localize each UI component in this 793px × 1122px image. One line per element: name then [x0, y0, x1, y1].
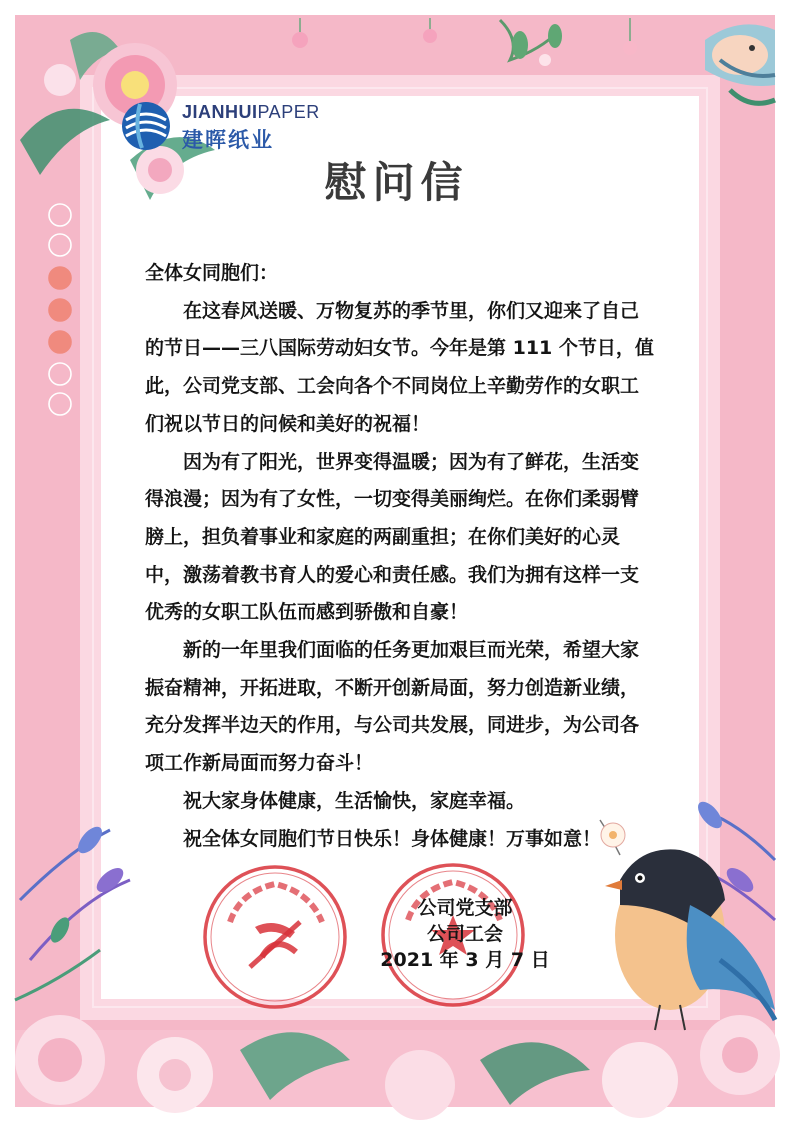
- letter-body: [145, 255, 655, 858]
- paragraph-3: 新的一年里我们面临的任务更加艰巨而光荣，希望大家振奋精神，开拓进取，不断开创新局面，努力创造新业绩，充分发挥半边天的作用，与公司共发展，同进步，为公司各项工作新局面而努力奋斗！: [145, 639, 640, 775]
- paragraph-1: 在这春风送暖、万物复苏的季节里，你们又迎来了自己的节日——三八国际劳动妇女节。今年是第 111 个节日，值此，公司党支部、工会向各个不同岗位上辛勤劳作的女职工们祝以节日的问候和美好的祝福！: [145, 299, 654, 435]
- bottom-left-branches: [15, 823, 130, 1000]
- bottom-flower-band: [15, 1015, 780, 1120]
- top-hanging-flowers: [292, 18, 637, 66]
- company-logo: [120, 100, 320, 152]
- paragraph-5: 祝全体女同胞们节日快乐！身体健康！万事如意！: [183, 827, 602, 850]
- decorative-circles: [49, 204, 71, 415]
- paragraph-4: 祝大家身体健康，生活愉快，家庭幸福。: [183, 789, 526, 812]
- salutation: 全体女同胞们：: [145, 262, 279, 284]
- jianhui-logo-icon: [120, 100, 172, 152]
- signature-date: 2021 年 3 月 7 日: [380, 949, 550, 971]
- signature-party-branch: 公司党支部: [417, 897, 513, 919]
- letter-title: 慰问信: [324, 158, 469, 207]
- logo-english-name: JIANHUIPAPER: [182, 102, 320, 122]
- signature-labor-union: 公司工会: [426, 923, 503, 945]
- party-branch-seal-icon: [200, 862, 350, 1012]
- top-right-bird: [705, 24, 775, 103]
- paragraph-2: 因为有了阳光，世界变得温暖；因为有了鲜花，生活变得浪漫；因为有了女性，一切变得美丽绚烂。在你们柔弱臂膀上，担负着事业和家庭的两副重担；在你们美好的心灵中，激荡着教书育人的爱心和责任感。我们为拥有这样一支优秀的女职工队伍而感到骄傲和自豪！: [145, 450, 640, 624]
- signature-block: [340, 895, 590, 973]
- logo-chinese-name: 建晖纸业: [182, 128, 274, 152]
